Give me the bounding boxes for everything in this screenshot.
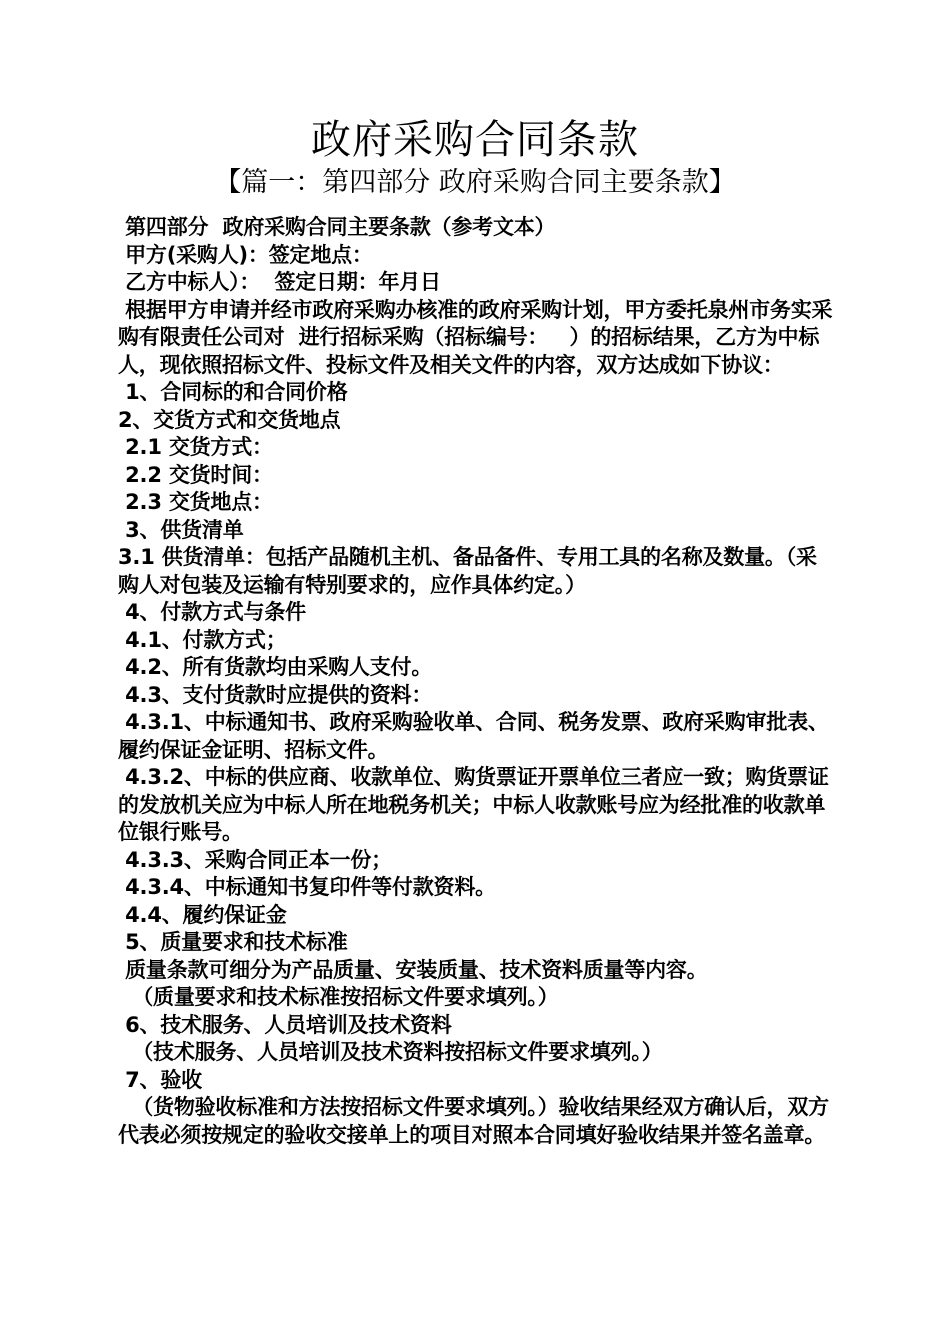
preamble-paragraph: 根据甲方申请并经市政府采购办核准的政府采购计划，甲方委托泉州市务实采购有限责任公司对 进行招标采购（招标编号： ）的招标结果，乙方为中标人，现依照招标文件、投标文件及相关文件的内容，双方达成如下协议： [118, 297, 833, 377]
clause-4-4: 4.4、履约保证金 [118, 902, 287, 927]
clause-2-1: 2.1 交货方式： [118, 435, 273, 459]
clause-7-heading: 7、验收 [118, 1067, 202, 1092]
clause-4-1: 4.1、付款方式； [118, 627, 287, 652]
clause-4-3-2: 4.3.2、中标的供应商、收款单位、购货票证开票单位三者应一致；购货票证的发放机关应为中标人所在地税务机关；中标人收款账号应为经批准的收款单位银行账号。 [118, 765, 829, 844]
clause-6-heading: 6、技术服务、人员培训及技术资料 [118, 1012, 452, 1037]
clause-3-1: 3.1 供货清单：包括产品随机主机、备品备件、专用工具的名称及数量。（采购人对包装及运输有特别要求的，应作具体约定。） [118, 545, 817, 597]
clause-2-2: 2.2 交货时间： [118, 462, 273, 487]
clause-4-heading: 4、付款方式与条件 [118, 600, 306, 624]
clause-4-2: 4.2、所有货款均由采购人支付。 [118, 655, 433, 679]
clause-4-3-4: 4.3.4、中标通知书复印件等付款资料。 [118, 875, 496, 899]
clause-1-heading: 1、合同标的和合同价格 [118, 380, 348, 404]
clause-7-body: （货物验收标准和方法按招标文件要求填列。）验收结果经双方确认后，双方代表必须按规定的验收交接单上的项目对照本合同填好验收结果并签名盖章。 [118, 1095, 829, 1147]
clause-3-heading: 3、供货清单 [118, 517, 244, 542]
section-heading-part-four: 第四部分 政府采购合同主要条款（参考文本） [118, 215, 556, 239]
document-title: 政府采购合同条款 [311, 117, 639, 163]
party-a-line: 甲方(采购人)：签定地点： [118, 242, 373, 267]
clause-5-body: 质量条款可细分为产品质量、安装质量、技术资料质量等内容。 [118, 957, 708, 982]
clause-5-heading: 5、质量要求和技术标准 [118, 930, 348, 954]
clause-5-note: （质量要求和技术标准按招标文件要求填列。） [118, 985, 559, 1009]
clause-6-note: （技术服务、人员培训及技术资料按招标文件要求填列。） [118, 1040, 663, 1064]
document-subtitle: 【篇一：第四部分 政府采购合同主要条款】 [214, 167, 736, 198]
clause-2-3: 2.3 交货地点： [118, 490, 273, 514]
clause-2-heading: 2、交货方式和交货地点 [118, 407, 341, 432]
clause-4-3-3: 4.3.3、采购合同正本一份； [118, 847, 392, 872]
document-body [118, 214, 836, 1149]
party-b-line: 乙方中标人）： 签定日期：年月日 [118, 270, 441, 294]
clause-4-3: 4.3、支付货款时应提供的资料： [118, 682, 433, 707]
clause-4-3-1: 4.3.1、中标通知书、政府采购验收单、合同、税务发票、政府采购审批表、履约保证金证明、招标文件。 [118, 710, 829, 762]
